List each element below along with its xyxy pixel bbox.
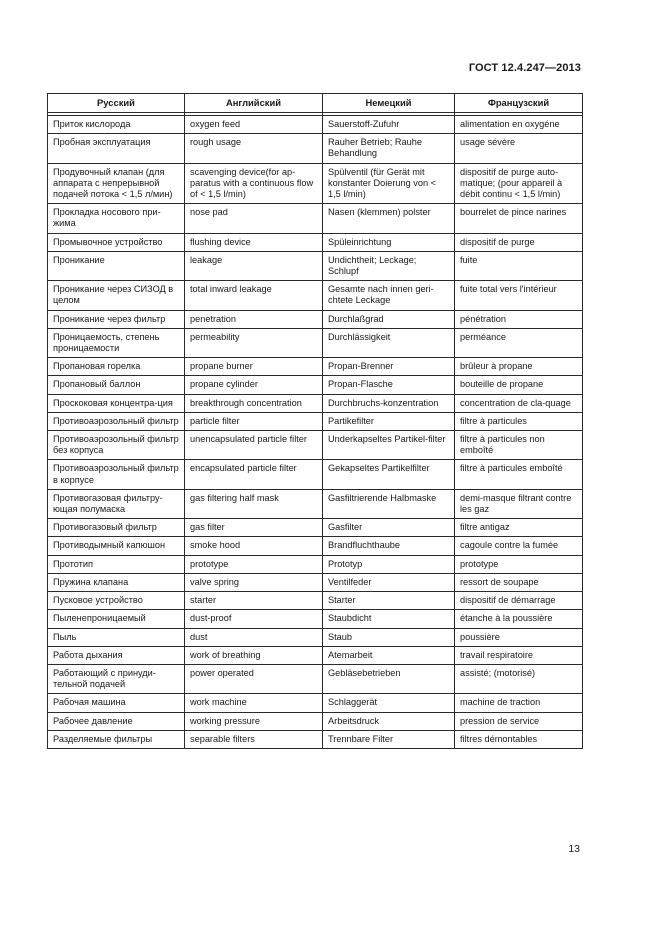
term-russian: Прокладка носового при-жима [48, 204, 185, 233]
table-row [48, 328, 583, 357]
table-row [48, 730, 583, 748]
term-french: étanche à la poussière [455, 610, 583, 628]
page-number: 13 [568, 843, 580, 855]
term-german: Propan-Brenner [323, 358, 455, 376]
term-english: work machine [185, 694, 323, 712]
term-english: total inward leakage [185, 281, 323, 310]
term-english: power operated [185, 664, 323, 693]
table-row [48, 610, 583, 628]
term-german: Propan-Flasche [323, 376, 455, 394]
term-russian: Пусковое устройство [48, 592, 185, 610]
term-french: fuite total vers l'intérieur [455, 281, 583, 310]
term-french: filtres démontables [455, 730, 583, 748]
term-french: brûleur à propane [455, 358, 583, 376]
term-russian: Проницаемость, степень проницаемости [48, 328, 185, 357]
term-english: rough usage [185, 134, 323, 163]
term-german: Ventilfeder [323, 573, 455, 591]
term-german: Partikefilter [323, 412, 455, 430]
table-header-row [48, 94, 583, 113]
term-russian: Приток кислорода [48, 116, 185, 134]
column-header-english: Английский [185, 94, 323, 113]
table-row [48, 592, 583, 610]
term-russian: Пропановая горелка [48, 358, 185, 376]
term-english: smoke hood [185, 537, 323, 555]
term-russian: Противоаэрозольный фильтр [48, 412, 185, 430]
term-english: scavenging device(for ap-paratus with a continuous flow of < 1,5 l/min) [185, 163, 323, 204]
term-english: encapsulated particle filter [185, 460, 323, 489]
term-russian: Работа дыхания [48, 646, 185, 664]
table-row [48, 460, 583, 489]
term-french: filtre à particules [455, 412, 583, 430]
term-french: machine de traction [455, 694, 583, 712]
term-french: bouteille de propane [455, 376, 583, 394]
term-german: Undichtheit; Leckage; Schlupf [323, 251, 455, 280]
term-russian: Проскоковая концентра-ция [48, 394, 185, 412]
term-french: travail respiratoire [455, 646, 583, 664]
term-russian: Промывочное устройство [48, 233, 185, 251]
terminology-table [47, 93, 583, 749]
term-french: pression de service [455, 712, 583, 730]
table-row [48, 519, 583, 537]
term-german: Atemarbeit [323, 646, 455, 664]
table-row [48, 646, 583, 664]
document-code: ГОСТ 12.4.247—2013 [468, 62, 581, 74]
term-english: particle filter [185, 412, 323, 430]
term-english: gas filtering half mask [185, 489, 323, 518]
table-row [48, 412, 583, 430]
term-german: Nasen (klemmen) polster [323, 204, 455, 233]
term-russian: Пробная эксплуатация [48, 134, 185, 163]
term-french: filtre à particules emboîté [455, 460, 583, 489]
term-french: ressort de soupape [455, 573, 583, 591]
term-russian: Проникание через фильтр [48, 310, 185, 328]
term-german: Staubdicht [323, 610, 455, 628]
term-french: pénétration [455, 310, 583, 328]
term-english: permeability [185, 328, 323, 357]
term-russian: Противоаэрозольный фильтр без корпуса [48, 431, 185, 460]
term-english: leakage [185, 251, 323, 280]
table-row [48, 233, 583, 251]
term-french: concentration de cla-quage [455, 394, 583, 412]
term-english: gas filter [185, 519, 323, 537]
term-french: dispositif de démarrage [455, 592, 583, 610]
column-header-french: Французский [455, 94, 583, 113]
term-english: propane cylinder [185, 376, 323, 394]
term-french: dispositif de purge [455, 233, 583, 251]
term-german: Trennbare Filter [323, 730, 455, 748]
table-row [48, 116, 583, 134]
table-row [48, 251, 583, 280]
term-english: starter [185, 592, 323, 610]
table-row [48, 376, 583, 394]
term-english: work of breathing [185, 646, 323, 664]
term-german: Gasfiltrierende Halbmaske [323, 489, 455, 518]
term-french: bourrelet de pince narines [455, 204, 583, 233]
term-english: nose pad [185, 204, 323, 233]
term-french: filtre à particules non emboîté [455, 431, 583, 460]
term-german: Gasfilter [323, 519, 455, 537]
term-german: Durchbruchs-konzentration [323, 394, 455, 412]
term-russian: Работающий с принуди-тельной подачей [48, 664, 185, 693]
term-russian: Противогазовая фильтру-ющая полумаска [48, 489, 185, 518]
term-french: demi-masque filtrant contre les gaz [455, 489, 583, 518]
term-english: dust-proof [185, 610, 323, 628]
term-german: Spülventil (für Gerät mit konstanter Doierung von < 1,5 l/min) [323, 163, 455, 204]
term-english: separable filters [185, 730, 323, 748]
table-row [48, 694, 583, 712]
term-german: Arbeitsdruck [323, 712, 455, 730]
table-row [48, 394, 583, 412]
term-english: unencapsulated particle filter [185, 431, 323, 460]
table-row [48, 310, 583, 328]
term-russian: Пропановый баллон [48, 376, 185, 394]
table-row [48, 573, 583, 591]
term-russian: Пыль [48, 628, 185, 646]
table-row [48, 628, 583, 646]
term-german: Gesamte nach innen geri-chtete Leckage [323, 281, 455, 310]
term-german: Schlaggerät [323, 694, 455, 712]
term-french: prototype [455, 555, 583, 573]
term-german: Durchlaßgrad [323, 310, 455, 328]
term-russian: Рабочее давление [48, 712, 185, 730]
term-french: assisté; (motorisé) [455, 664, 583, 693]
term-german: Gekapseltes Partikelfilter [323, 460, 455, 489]
term-german: Underkapseltes Partikel-filter [323, 431, 455, 460]
term-english: valve spring [185, 573, 323, 591]
term-german: Rauher Betrieb; Rauhe Behandlung [323, 134, 455, 163]
term-german: Prototyp [323, 555, 455, 573]
term-german: Gebläsebetrieben [323, 664, 455, 693]
table-row [48, 537, 583, 555]
term-russian: Пружина клапана [48, 573, 185, 591]
term-russian: Противогазовый фильтр [48, 519, 185, 537]
term-french: poussière [455, 628, 583, 646]
term-russian: Противоаэрозольный фильтр в корпусе [48, 460, 185, 489]
term-english: working pressure [185, 712, 323, 730]
term-german: Staub [323, 628, 455, 646]
term-english: dust [185, 628, 323, 646]
term-russian: Рабочая машина [48, 694, 185, 712]
table-row [48, 664, 583, 693]
term-russian: Продувочный клапан (для аппарата с непрерывной подачей потока < 1,5 л/мин) [48, 163, 185, 204]
term-russian: Разделяемые фильтры [48, 730, 185, 748]
table-row [48, 358, 583, 376]
term-russian: Противодымный капюшон [48, 537, 185, 555]
term-russian: Прототип [48, 555, 185, 573]
table-row [48, 431, 583, 460]
term-german: Starter [323, 592, 455, 610]
term-french: usage sévère [455, 134, 583, 163]
term-french: alimentation en oxygéne [455, 116, 583, 134]
term-english: penetration [185, 310, 323, 328]
term-english: propane burner [185, 358, 323, 376]
term-russian: Проникание [48, 251, 185, 280]
table-row [48, 163, 583, 204]
term-english: breakthrough concentration [185, 394, 323, 412]
table-body [48, 113, 583, 749]
column-header-russian: Русский [48, 94, 185, 113]
term-english: prototype [185, 555, 323, 573]
term-russian: Проникание через СИЗОД в целом [48, 281, 185, 310]
term-french: cagoule contre la fumée [455, 537, 583, 555]
term-french: fuite [455, 251, 583, 280]
table-row [48, 712, 583, 730]
term-french: filtre antigaz [455, 519, 583, 537]
table-row [48, 134, 583, 163]
term-german: Sauerstoff-Zufuhr [323, 116, 455, 134]
term-german: Durchlässigkeit [323, 328, 455, 357]
table-row [48, 489, 583, 518]
term-english: oxygen feed [185, 116, 323, 134]
term-german: Spüleinrichtung [323, 233, 455, 251]
table-row [48, 281, 583, 310]
term-english: flushing device [185, 233, 323, 251]
term-french: perméance [455, 328, 583, 357]
term-russian: Пыленепроницаемый [48, 610, 185, 628]
term-french: dispositif de purge auto-matique; (pour appareil à débit continu < 1,5 l/min) [455, 163, 583, 204]
table-row [48, 555, 583, 573]
term-german: Brandfluchthaube [323, 537, 455, 555]
table-row [48, 204, 583, 233]
column-header-german: Немецкий [323, 94, 455, 113]
